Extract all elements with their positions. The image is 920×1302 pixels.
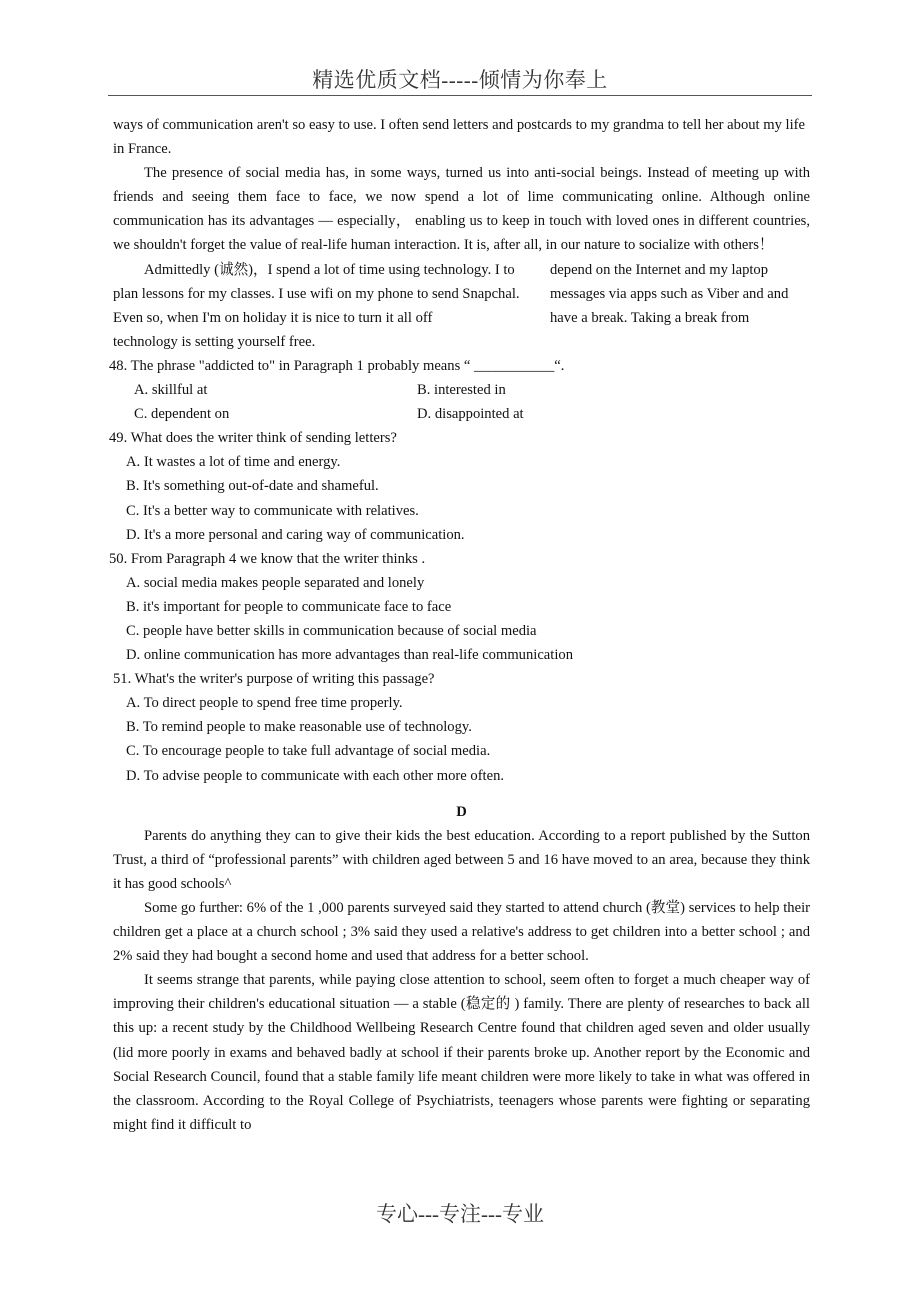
option-c: C. To encourage people to take full advantage of social media. [126,743,491,760]
option-d: D. It's a more personal and caring way of communication. [126,526,465,543]
document-body [109,113,810,1137]
question-stem: 48. The phrase "addicted to" in Paragraph 1 probably means “ ___________“. [109,357,565,374]
option-d: D. To advise people to communicate with each other more often. [126,767,505,784]
paragraph-admittedly-tail: technology is setting yourself free. [113,333,316,350]
option-row [113,378,810,402]
paragraph-continued: ways of communication aren't so easy to use. I often send letters and postcards to my grandma to tell her about my life in France. [113,117,805,158]
page-header: 精选优质文档-----倾情为你奉上 [312,68,608,92]
paragraph-d3: It seems strange that parents, while paying close attention to school, seem often to forget a much cheaper way of improving their children's educational situation — a stable (稳定的 ) family. There are plenty of researches to back all this up: a recent study by the Childhood Wellbeing Research Centre found that children aged seven and older usually (lid more poorly in exams and behaved badly at school if their parents broke up. Another report by the Economic and Social Research Council, found that a stable family life meant children were more likely to take in what was offered in the classroom. According to the Royal College of Psychiatrists, teenagers whose parents were fighting or separating might find it difficult to [113,972,810,1133]
question-stem: 51. What's the writer's purpose of writing this passage? [113,671,435,688]
option-d: D. disappointed at [417,406,524,423]
option-b: B. it's important for people to communicate face to face [126,598,452,615]
option-d: D. online communication has more advantages than real-life communication [126,647,573,664]
paragraph-admittedly-left: Admittedly (诚然)，I spend a lot of time using technology. I to plan lessons for my classes. I use wifi on my phone to send Snapchal. Even so, when I'm on holiday it is nice to turn it all off [113,261,520,326]
question-stem: 49. What does the writer think of sending letters? [109,430,397,447]
option-c: C. dependent on [134,406,230,423]
option-b: B. To remind people to make reasonable use of technology. [126,719,472,736]
header-divider [108,95,812,96]
question-50 [109,547,810,667]
option-row [113,402,810,426]
option-b: B. It's something out-of-date and shameful. [126,478,379,495]
paragraph-social-media: The presence of social media has, in some ways, turned us into anti-social beings. Instead of meeting up with friends and seeing them face to face, we now spend a lot of lime communicating online. Although online communication has its advantages — especially， enabling us to keep in touch with loved ones in different countries, we shouldn't forget the value of real-life human interaction. It is, after all, in our nature to socialize with others！ [113,165,810,254]
option-a: A. To direct people to spend free time properly. [126,695,403,712]
option-c: C. people have better skills in communication because of social media [126,622,537,639]
paragraph-admittedly-right: depend on the Internet and my laptop messages via apps such as Viber and and have a break. Taking a break from [550,261,789,326]
option-a: A. skillful at [134,382,208,399]
question-51 [113,667,810,787]
question-48 [109,354,810,426]
paragraph-d1: Parents do anything they can to give their kids the best education. According to a report published by the Sutton Trust, a third of “professional parents” with children aged between 5 and 16 have moved to an area, because they think it has good schools^ [113,827,810,892]
option-b: B. interested in [417,382,506,399]
section-title-d: D [456,803,467,820]
paragraph-d2: Some go further: 6% of the 1 ,000 parents surveyed said they started to attend church (教堂) services to help their children get a place at a church school ; 3% said they used a relative's address to get children into a better school ; and 2% said they had bought a second home and used that address for a better school. [113,900,810,965]
question-stem: 50. From Paragraph 4 we know that the writer thinks . [109,550,426,567]
option-a: A. It wastes a lot of time and energy. [126,454,341,471]
paragraph-admittedly [113,258,810,330]
option-a: A. social media makes people separated and lonely [126,574,425,591]
option-c: C. It's a better way to communicate with relatives. [126,502,419,519]
page-footer: 专心---专注---专业 [376,1202,544,1226]
question-49 [109,426,810,546]
